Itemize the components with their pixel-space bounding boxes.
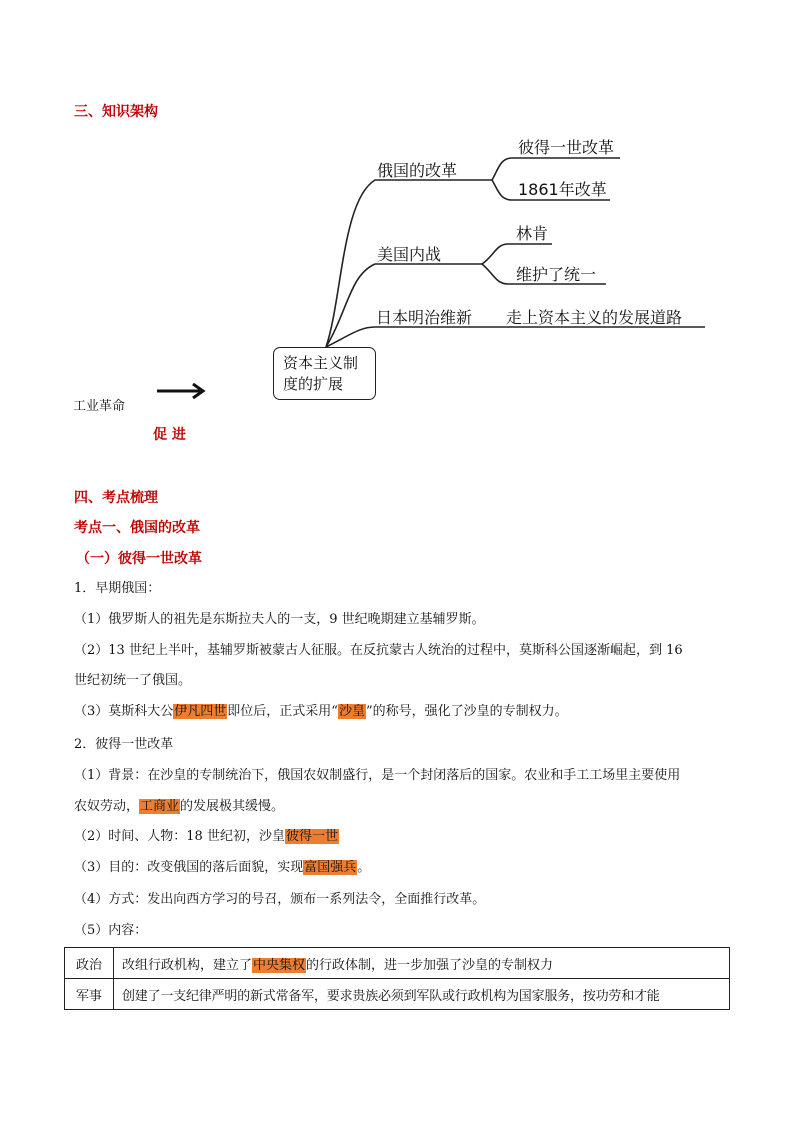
highlight-centralization: 中央集权 <box>253 957 306 973</box>
highlight-peter-i: 彼得一世 <box>285 829 338 844</box>
reform-content-table <box>64 947 730 1010</box>
mindmap-center-node <box>273 347 376 400</box>
early-russia-item-2-line-2: 世纪初统一了俄国。 <box>74 673 192 688</box>
peter-reform-content-heading: （5）内容： <box>74 923 148 938</box>
leaf-maintain-unity: 维护了统一 <box>516 265 597 284</box>
row-label-politics: 政治 <box>65 948 114 979</box>
peter-reform-method: （4）方式：发出向西方学习的号召，颁布一系列法令，全面推行改革。 <box>74 892 486 907</box>
branch-russia-reform: 俄国的改革 <box>377 161 458 180</box>
branch-line-japan <box>326 327 500 347</box>
sub-line-lincoln <box>482 244 552 264</box>
leaf-lincoln: 林肯 <box>516 224 549 243</box>
right-arrow-icon <box>157 384 203 398</box>
peter-reform-time: （2）时间、人物：18 世纪初，沙皇彼得一世 <box>74 829 338 844</box>
section-title-key-points: 四、考点梳理 <box>74 490 158 506</box>
mindmap-connectors <box>0 0 794 450</box>
highlight-rich-country: 富国强兵 <box>304 860 357 875</box>
promote-label: 促 进 <box>153 427 186 443</box>
highlight-commerce: 工商业 <box>140 799 180 814</box>
table-row <box>65 948 730 979</box>
row-text-military: 创建了一支纪律严明的新式常备军，要求贵族必须到军队或行政机构为国家服务，按功劳和才能 <box>114 979 730 1010</box>
peter-reform-background-line-2: 农奴劳动，工商业的发展极其缓慢。 <box>74 799 285 814</box>
row-label-military: 军事 <box>65 979 114 1010</box>
peter-reform-heading: 2．彼得一世改革 <box>74 737 174 752</box>
early-russia-heading: 1．早期俄国： <box>74 581 161 596</box>
early-russia-item-1: （1）俄罗斯人的祖先是东斯拉夫人的一支，9 世纪晚期建立基辅罗斯。 <box>74 612 485 627</box>
peter-reform-background-line-1: （1）背景：在沙皇的专制统治下，俄国农奴制盛行，是一个封闭落后的国家。农业和手工工场里主要使用 <box>74 768 681 783</box>
center-node-line2: 度的扩展 <box>283 375 344 393</box>
peter-reform-goal: （3）目的：改变俄国的落后面貌，实现富国强兵。 <box>74 860 371 875</box>
center-node-line1: 资本主义制 <box>283 354 359 372</box>
industrial-revolution-label: 工业革命 <box>73 399 126 414</box>
section-title-knowledge-framework: 三、知识架构 <box>74 104 158 120</box>
early-russia-item-3: （3）莫斯科大公伊凡四世即位后，正式采用“沙皇”的称号，强化了沙皇的专制权力。 <box>74 704 568 719</box>
highlight-tsar: 沙皇 <box>338 704 365 719</box>
leaf-1861-reform: 1861年改革 <box>518 180 607 199</box>
leaf-capitalist-road: 走上资本主义的发展道路 <box>506 308 683 327</box>
table-row <box>65 979 730 1010</box>
sub-section-peter-title: （一）彼得一世改革 <box>76 551 202 567</box>
row-text-politics: 改组行政机构，建立了中央集权的行政体制，进一步加强了沙皇的专制权力 <box>114 948 730 979</box>
early-russia-item-2-line-1: （2）13 世纪上半叶，基辅罗斯被蒙古人征服。在反抗蒙古人统治的过程中，莫斯科公国逐渐崛起，到 16 <box>74 643 683 658</box>
branch-us-civil-war: 美国内战 <box>377 245 442 264</box>
branch-meiji-restoration: 日本明治维新 <box>376 308 473 327</box>
highlight-ivan-iv: 伊凡四世 <box>174 704 227 719</box>
leaf-peter-reform: 彼得一世改革 <box>518 138 615 157</box>
key-point-1-title: 考点一、俄国的改革 <box>74 520 200 536</box>
